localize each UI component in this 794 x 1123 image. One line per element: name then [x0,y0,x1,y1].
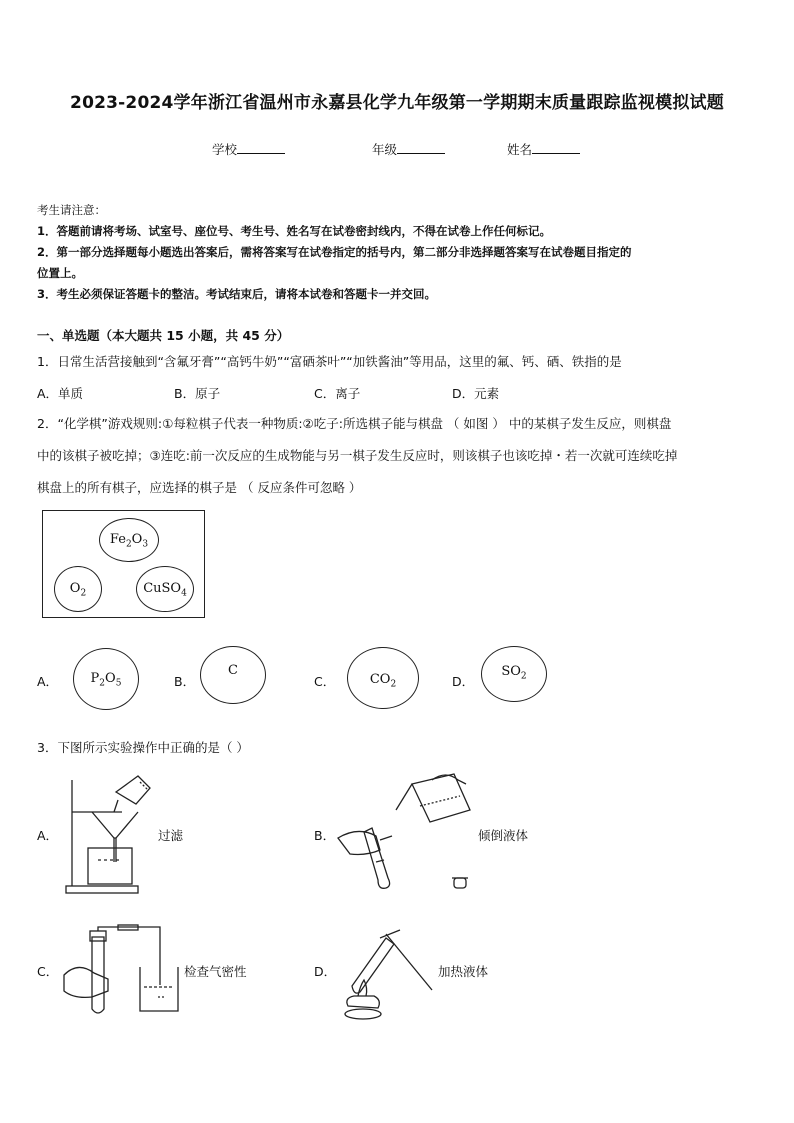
q2-option-a-piece: $P_2O_5$ [73,648,139,710]
q1-option-b: B．原子 [174,386,221,401]
grade-label: 年级 [372,142,398,157]
notice-item-3: 3．考生必须保证答题卡的整洁。考试结束后，请将本试卷和答题卡一并交回。 [37,287,436,301]
question-2-line-3: 棋盘上的所有棋子，应选择的棋子是 （ 反应条件可忽略 ） [37,480,362,495]
question-2-line-2: 中的该棋子被吃掉；③连吃:前一次反应的生成物能与另一棋子发生反应时，则该棋子也该吃掉・若一次就可连续吃掉 [37,448,678,463]
q3-option-b-caption: 倾倒液体 [478,828,529,843]
notice-item-2-cont: 位置上。 [37,266,83,280]
section-heading: 一、单选题（本大题共 15 小题，共 45 分） [37,328,290,343]
question-2-line-1: 2．“化学棋”游戏规则:①每粒棋子代表一种物质:②吃子:所选棋子能与棋盘 （ 如图 ） 中的某棋子发生反应，则棋盘 [37,416,672,431]
school-label: 学校 [212,142,238,157]
question-1-stem: 1．日常生活营接触到“含氟牙膏”“高钙牛奶”“富硒茶叶”“加铁酱油”等用品，这里的氟、钙、硒、铁指的是 [37,354,622,369]
school-blank [237,141,285,154]
page-title: 2023-2024学年浙江省温州市永嘉县化学九年级第一学期期末质量跟踪监视模拟试题 [70,93,724,113]
grade-blank [397,141,445,154]
chess-board [42,510,205,618]
q1-option-c: C．离子 [314,386,361,401]
q3-option-c-label: C． [37,964,59,979]
q1-option-d: D．元素 [452,386,500,401]
q2-option-b-piece: C [200,646,266,704]
question-3-stem: 3．下图所示实验操作中正确的是（ ） [37,740,249,755]
q2-option-c-piece: $CO_2$ [347,647,419,709]
q3-option-d-caption: 加热液体 [438,964,489,979]
q2-option-d-piece: $SO_2$ [481,646,547,702]
q1-option-a: A．单质 [37,386,84,401]
piece-cuso4: CuSO$_4$ [136,566,194,612]
notice-heading: 考生请注意： [37,203,106,217]
q2-option-c-label: C． [314,674,336,689]
airtightness-illustration [62,925,184,1017]
name-field [507,140,580,158]
q2-option-d-label: D． [452,674,475,689]
q3-option-d-label: D． [314,964,337,979]
filtration-illustration [66,770,166,896]
piece-fe2o3: $Fe_2O_3$ [99,518,159,562]
name-blank [532,141,580,154]
pouring-liquid-illustration [336,770,476,898]
notice-item-1: 1．答题前请将考场、试室号、座位号、考生号、姓名写在试卷密封线内，不得在试卷上作任何标记。 [37,224,551,238]
q3-option-b-label: B． [314,828,336,843]
school-field [212,140,285,158]
q3-option-a-caption: 过滤 [158,828,184,843]
heating-liquid-illustration [340,926,440,1022]
q2-option-a-label: A． [37,674,59,689]
q2-option-b-label: B． [174,674,196,689]
grade-field [372,140,445,158]
piece-o2: $O_2$ [54,566,102,612]
name-label: 姓名 [507,142,533,157]
notice-item-2: 2．第一部分选择题每小题选出答案后，需将答案写在试卷指定的括号内，第二部分非选择题答案写在试卷题目指定的 [37,245,632,259]
q3-option-c-caption: 检查气密性 [184,964,247,979]
q3-option-a-label: A． [37,828,59,843]
